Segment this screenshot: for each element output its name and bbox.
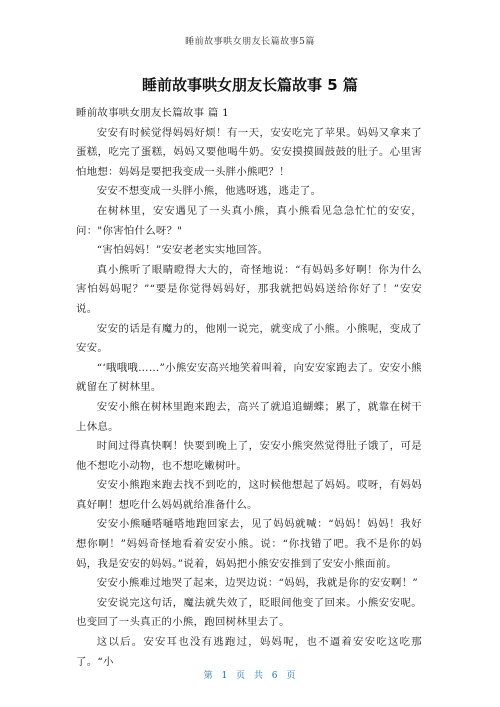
paragraph: “‘哦哦哦……”小熊安安高兴地笑着叫着，向安安家跑去了。安安小熊就留在了树林里。	[76, 361, 422, 394]
paragraph: 在树林里，安安遇见了一头真小熊，真小熊看见急急忙忙的安安，问："你害怕什么呀？"	[76, 204, 422, 237]
paragraph: 这以后。安安耳也没有逃跑过，妈妈呢，也不逼着安安吃这吃那了。“小	[76, 636, 422, 668]
paragraph: 安安的话是有魔力的，他刚一说完，就变成了小熊。小熊呢，变成了安安。	[76, 322, 422, 355]
document-body	[76, 104, 422, 672]
paragraph: 安安小熊难过地哭了起来，边哭边说：“妈妈，我就是你的安安啊！”	[96, 577, 419, 590]
paragraph: 安安有时候觉得妈妈好烦！有一天，安安吃完了苹果。妈妈又拿来了蛋糕，吃完了蛋糕，妈妈又要他喝牛奶。安安摸摸圆鼓鼓的肚子。心里害怕地想：妈妈是要把我变成一头胖小熊吧？！	[76, 126, 422, 178]
paragraph: 真小熊听了眼睛瞪得大大的，奇怪地说：“有妈妈多好啊！你为什么害怕妈妈呢？”“要是你觉得妈妈好，那我就把妈妈送给你好了！”安安说。	[76, 263, 422, 315]
paragraph: 安安小熊跑来跑去找不到吃的，这时候他想起了妈妈。哎呀，有妈妈真好啊！想吃什么妈妈就给准备什么。	[76, 479, 422, 511]
paragraph: “害怕妈妈！”安安老老实实地回答。	[96, 244, 269, 257]
page-number-footer: 第 1 页 共 6 页	[203, 671, 297, 681]
section-heading: 睡前故事哄女朋友长篇故事 篇 1	[76, 107, 230, 119]
paragraph: 安安小熊嗵嗒嗵嗒地跑回家去，见了妈妈就喊：“妈妈！妈妈！我好想你啊！”妈妈奇怪地看着安安小熊。说：“你找错了吧。我不是你的妈妈，我是安安的妈妈。”说着，妈妈把小熊安安推到了安安小熊面前。	[76, 518, 422, 570]
running-header: 睡前故事哄女朋友长篇故事5篇	[185, 37, 315, 47]
paragraph: 安安说完这句话，魔法就失效了，眨眼间他变了回来。小熊安安呢。也变回了一头真正的小熊，跑回树林里去了。	[76, 596, 422, 629]
paragraph: 安安小熊在树林里跑来跑去，高兴了就追追蝴蝶；累了，就靠在树干上休息。	[76, 400, 422, 433]
paragraph: 安安不想变成一头胖小熊，他逃呀逃，逃走了。	[96, 185, 322, 198]
paragraph: 时间过得真快啊！快要到晚上了，安安小熊突然觉得肚子饿了，可是他不想吃小动物，也不想吃嫩树叶。	[76, 440, 422, 472]
document-title: 睡前故事哄女朋友长篇故事 5 篇	[142, 76, 358, 94]
